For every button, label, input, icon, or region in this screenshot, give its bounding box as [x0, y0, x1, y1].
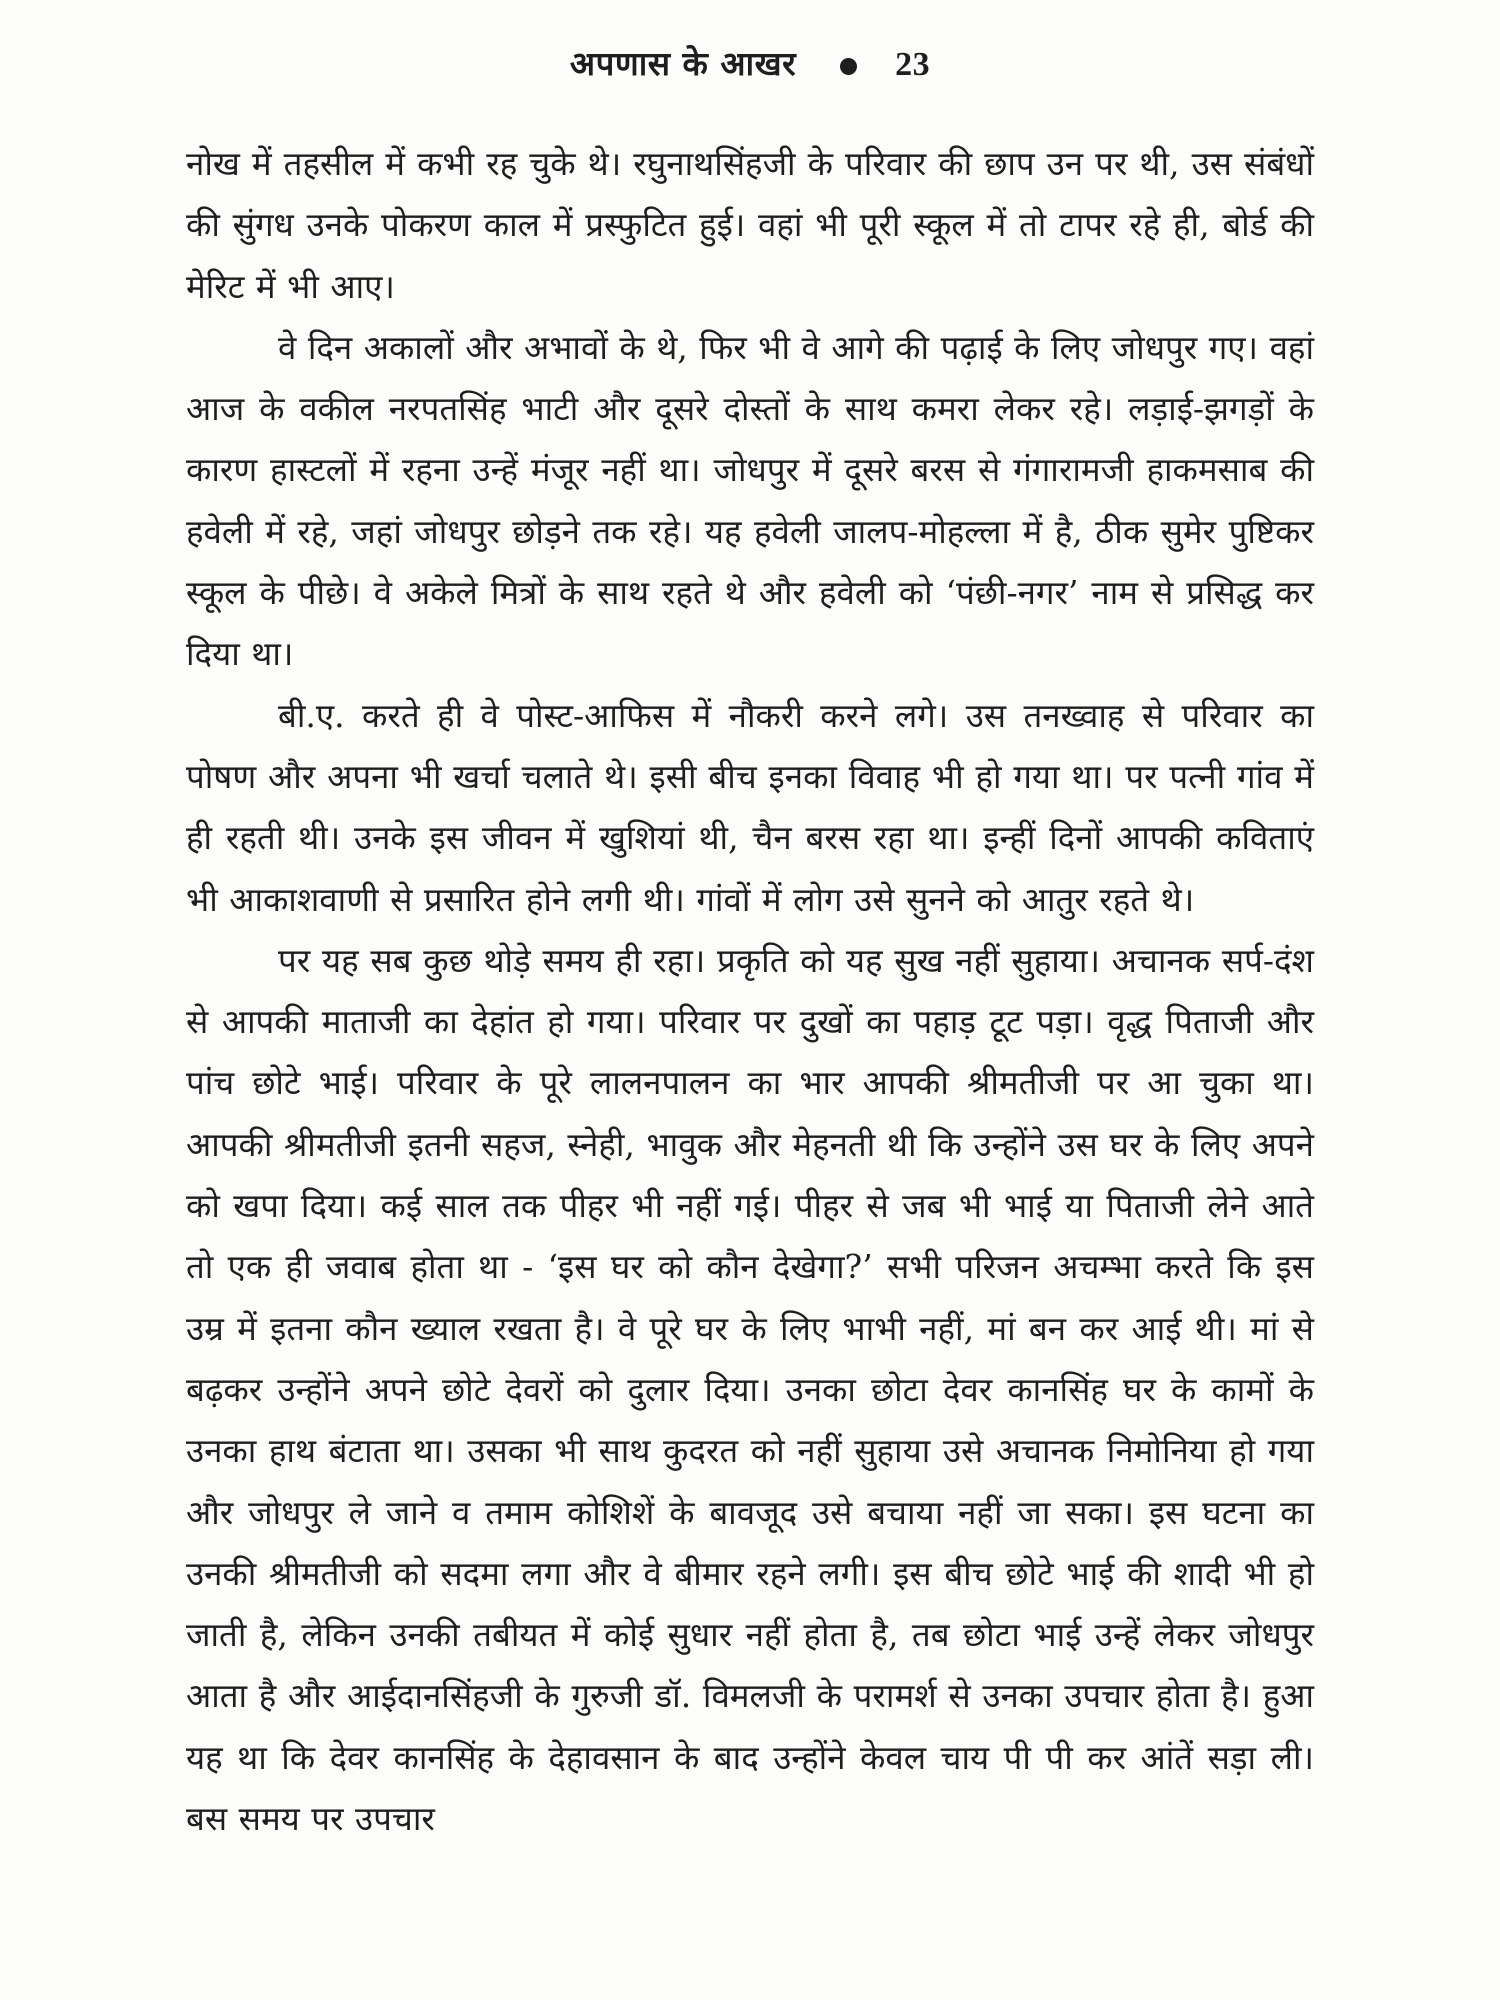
body-text	[186, 133, 1314, 1849]
header-title: अपणास के आखर	[569, 44, 797, 83]
bullet-separator	[840, 58, 857, 75]
paragraph-1: नोख में तहसील में कभी रह चुके थे। रघुनाथसिंहजी के परिवार की छाप उन पर थी, उस संबंधों की सुंगध उनके पोकरण काल में प्रस्फुटित हुई। वहां भी पूरी स्कूल में तो टापर रहे ही, बोर्ड की मेरिट में भी आए।	[186, 144, 1314, 306]
paragraph-2: वे दिन अकालों और अभावों के थे, फिर भी वे आगे की पढ़ाई के लिए जोधपुर गए। वहां आज के वकील नरपतसिंह भाटी और दूसरे दोस्तों के साथ कमरा लेकर रहे। लड़ाई-झगड़ों के कारण हास्टलों में रहना उन्हें मंजूर नहीं था। जोधपुर में दूसरे बरस से गंगारामजी हाकमसाब की हवेली में रहे, जहां जोधपुर छोड़ने तक रहे। यह हवेली जालप-मोहल्ला में है, ठीक सुमेर पुष्टिकर स्कूल के पीछे। वे अकेले मित्रों के साथ रहते थे और हवेली को ‘पंछी-नगर’ नाम से प्रसिद्ध कर दिया था।	[186, 327, 1314, 674]
running-header	[0, 40, 1500, 85]
paragraph-4: पर यह सब कुछ थोड़े समय ही रहा। प्रकृति को यह सुख नहीं सुहाया। अचानक सर्प-दंश से आपकी माताजी का देहांत हो गया। परिवार पर दुखों का पहाड़ टूट पड़ा। वृद्ध पिताजी और पांच छोटे भाई। परिवार के पूरे लालनपालन का भार आपकी श्रीमतीजी पर आ चुका था। आपकी श्रीमतीजी इतनी सहज, स्नेही, भावुक और मेहनती थी कि उन्होंने उस घर के लिए अपने को खपा दिया। कई साल तक पीहर भी नहीं गई। पीहर से जब भी भाई या पिताजी लेने आते तो एक ही जवाब होता था - ‘इस घर को कौन देखेगा?’ सभी परिजन अचम्भा करते कि इस उम्र में इतना कौन ख्याल रखता है। वे पूरे घर के लिए भाभी नहीं, मां बन कर आई थी। मां से बढ़कर उन्होंने अपने छोटे देवरों को दुलार दिया। उनका छोटा देवर कानसिंह घर के कामों के उनका हाथ बंटाता था। उसका भी साथ कुदरत को नहीं सुहाया उसे अचानक निमोनिया हो गया और जोधपुर ले जाने व तमाम कोशिशें के बावजूद उसे बचाया नहीं जा सका। इस घटना का उनकी श्रीमतीजी को सदमा लगा और वे बीमार रहने लगी। इस बीच छोटे भाई की शादी भी हो जाती है, लेकिन उनकी तबीयत में कोई सुधार नहीं होता है, तब छोटा भाई उन्हें लेकर जोधपुर आता है और आईदानसिंहजी के गुरुजी डॉ. विमलजी के परामर्श से उनका उपचार होता है। हुआ यह था कि देवर कानसिंह के देहावसान के बाद उन्होंने केवल चाय पी पी कर आंतें सड़ा ली। बस समय पर उपचार	[186, 940, 1314, 1839]
page-number: 23	[895, 46, 931, 83]
paragraph-3: बी.ए. करते ही वे पोस्ट-आफिस में नौकरी करने लगे। उस तनख्वाह से परिवार का पोषण और अपना भी खर्चा चलाते थे। इसी बीच इनका विवाह भी हो गया था। पर पत्नी गांव में ही रहती थी। उनके इस जीवन में खुशियां थी, चैन बरस रहा था। इन्हीं दिनों आपकी कविताएं भी आकाशवाणी से प्रसारित होने लगी थी। गांवों में लोग उसे सुनने को आतुर रहते थे।	[186, 695, 1314, 919]
